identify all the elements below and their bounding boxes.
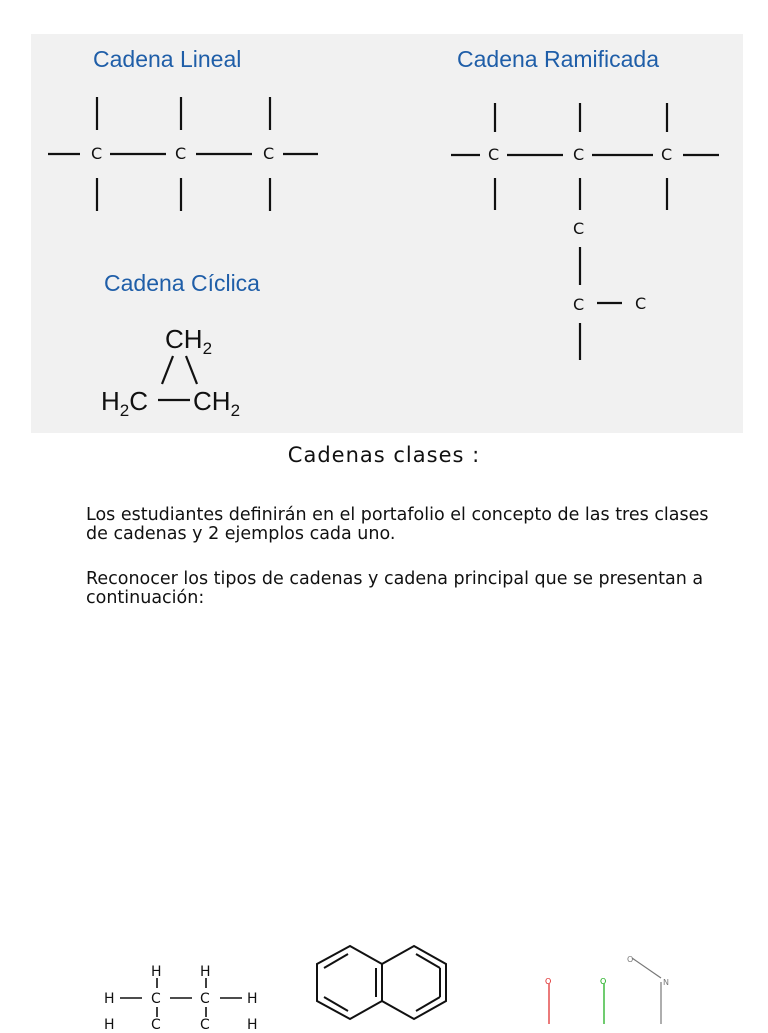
oxygen-label: O (600, 977, 607, 986)
carbon-atom: C (200, 1017, 210, 1033)
heading-cadena-ciclica: Cadena Cíclica (104, 270, 260, 296)
carbon-atom: C (573, 219, 585, 238)
carbon-atom: C (573, 145, 585, 164)
double-bond (416, 997, 440, 1011)
cyclic-top-ch2: $CH_2$ (165, 324, 213, 359)
oxygen-label: O (627, 955, 634, 964)
cyclic-left-h2c: $H_2C$ (101, 386, 149, 421)
double-bond (416, 954, 440, 968)
ring (317, 946, 382, 1019)
hydrogen-atom: H (104, 991, 115, 1007)
hydrogen-atom: H (247, 991, 258, 1007)
bond (632, 958, 661, 978)
carbon-atom: C (573, 295, 585, 314)
cyclic-right-ch2: $CH_2$ (193, 386, 241, 421)
carbon-atom: C (175, 144, 187, 163)
nitrogen-label: N (663, 978, 669, 987)
hydrogen-atom: H (247, 1017, 258, 1033)
skeletal-fragment (549, 958, 661, 1024)
ethane-like-bonds (120, 978, 242, 1017)
carbon-atom: C (263, 144, 275, 163)
hydrogen-atom: H (151, 964, 162, 980)
heading-cadena-ramificada: Cadena Ramificada (457, 46, 660, 72)
carbon-atom: C (488, 145, 500, 164)
carbon-atom: C (661, 145, 673, 164)
carbon-atom: C (200, 991, 210, 1007)
heading-cadena-lineal: Cadena Lineal (93, 46, 242, 72)
carbon-atom: C (151, 1017, 161, 1033)
hydrogen-atom: H (104, 1017, 115, 1033)
carbon-atom: C (635, 294, 647, 313)
carbon-atom: C (91, 144, 103, 163)
caption: Cadenas clases : (287, 443, 481, 467)
naphthalene-structure (317, 946, 446, 1019)
double-bond (324, 997, 348, 1011)
instruction-paragraph-2: Reconocer los tipos de cadenas y cadena principal que se presentan a continuación: (86, 569, 704, 608)
oxygen-label: O (545, 977, 552, 986)
ring (382, 946, 446, 1019)
carbon-atom: C (151, 991, 161, 1007)
hydrogen-atom: H (200, 964, 211, 980)
instruction-paragraph-1: Los estudiantes definirán en el portafolio el concepto de las tres clases de cadenas y 2 ejemplos cada uno. (86, 505, 709, 544)
double-bond (324, 954, 348, 968)
